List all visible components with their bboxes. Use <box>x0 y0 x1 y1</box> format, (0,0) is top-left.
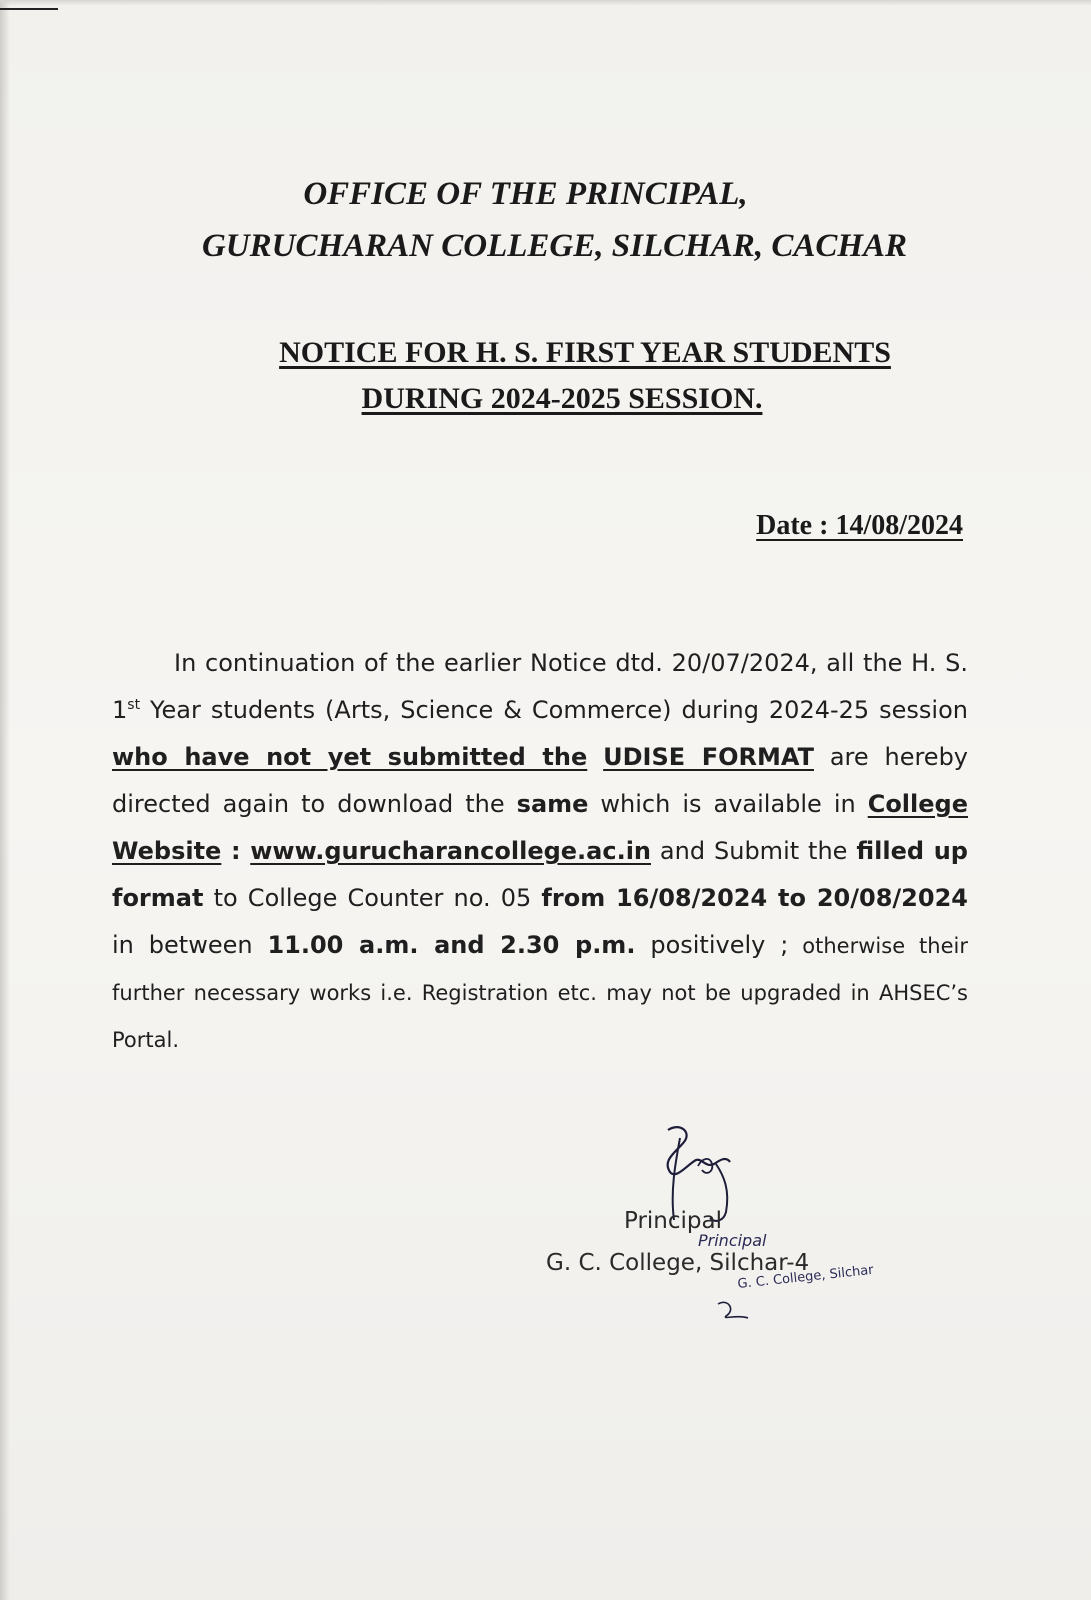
subject-line-2: DURING 2024-2025 SESSION. <box>361 382 763 415</box>
signatory-title: Principal <box>624 1208 723 1234</box>
corner-mark <box>0 8 58 10</box>
signature-block <box>546 1120 875 1340</box>
body-text-run: In continuation of the earlier Notice dtd. 20/07/2024, all the H. S. 1 <box>112 649 968 724</box>
office-header <box>0 168 1091 272</box>
header-line-1: OFFICE OF THE PRINCIPAL, <box>303 176 748 212</box>
signatory-organisation: G. C. College, Silchar-4 <box>546 1250 810 1276</box>
official-stamp <box>678 1206 878 1326</box>
body-text-run <box>587 743 603 771</box>
paper-shadow-top <box>0 0 1091 6</box>
notice-subject <box>220 330 950 422</box>
body-text-closing: otherwise their further necessary works i.e. Registration etc. may not be upgraded in AHSEC’s Portal. <box>112 934 968 1052</box>
stamp-title: Principal <box>698 1231 767 1250</box>
stamp-org: G. C. College, Silchar <box>736 1262 875 1292</box>
emphasis-udise-format: UDISE FORMAT <box>603 743 814 771</box>
body-text-run: are hereby directed again to download the <box>112 743 969 818</box>
body-text-run: to College Counter no. 05 <box>203 884 542 912</box>
subject-line-1: NOTICE FOR H. S. FIRST YEAR STUDENTS <box>279 336 891 369</box>
body-text-run: : <box>221 837 251 865</box>
body-text-run: Year students (Arts, Science & Commerce) during 2024-25 session <box>140 696 968 724</box>
body-text-run: which is available in <box>588 790 868 818</box>
ordinal-superscript: st <box>127 697 141 713</box>
body-paragraph <box>112 640 968 1063</box>
college-website-url[interactable]: www.gurucharancollege.ac.in <box>250 837 652 865</box>
notice-body <box>112 640 968 1063</box>
emphasis-college-website: College Website <box>112 790 968 865</box>
emphasis-not-submitted: who have not yet submitted the <box>112 743 588 771</box>
emphasis-date-range: from 16/08/2024 to 20/08/2024 <box>541 884 968 912</box>
body-text-run: in between <box>112 931 268 959</box>
emphasis-filled-up-format: filled up format <box>112 837 968 912</box>
body-text-run: and Submit the <box>651 837 857 865</box>
notice-date: Date : 14/08/2024 <box>756 510 963 541</box>
header-line-2: GURUCHARAN COLLEGE, SILCHAR, CACHAR <box>201 228 908 264</box>
emphasis-same: same <box>516 790 589 818</box>
emphasis-time-range: 11.00 a.m. and 2.30 p.m. <box>267 931 636 959</box>
body-text-run: positively ; <box>635 931 789 959</box>
